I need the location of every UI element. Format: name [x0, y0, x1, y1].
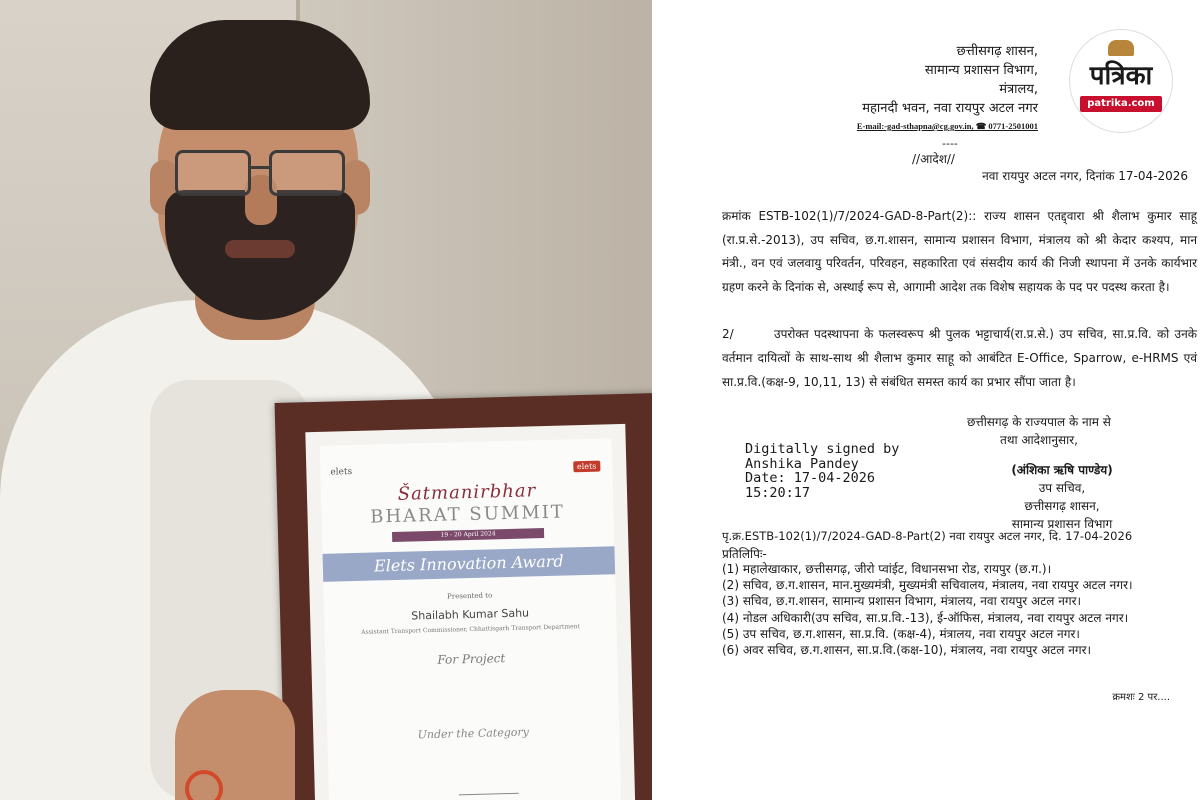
doc-paragraph-1: क्रमांक ESTB-102(1)/7/2024-GAD-8-Part(2):: राज्य शासन एतद्द्वारा श्री शैलाभ कुमार साहू (रा.प्र.से.-2013), उप सचिव, छ.ग.शासन, सामान्य प्रशासन विभाग, मंत्रालय को श्री केदार कश्यप, मान मंत्री., वन एवं जलवायु परिवर्तन, परिवहन, सहकारिता एवं संसदीय कार्य की निजी स्थापना में उनके कार्यभार ग्रहण करने के दिनांक से, अस्थाई रूप से, आगामी आदेश तक विशेष सहायक के पद पर पदस्थ करता है।	[722, 209, 1197, 294]
header-line: छत्तीसगढ़ शासन,	[956, 44, 1038, 59]
signer-name: (अंशिका ऋषि पाण्डेय)	[1011, 463, 1113, 477]
copy-item: (2) सचिव, छ.ग.शासन, मान.मुख्यमंत्री, मुख्यमंत्री सचिवालय, मंत्रालय, नवा रायपुर अटल नगर।	[722, 578, 1133, 593]
glasses-bridge	[248, 166, 270, 169]
doc-contact: E-mail:-gad-sthapna@cg.gov.in, ☎ 0771-2501001	[856, 121, 1038, 131]
logo-text: पत्रिका	[1089, 61, 1153, 91]
signer-line: उप सचिव,	[1038, 481, 1086, 495]
certificate	[320, 438, 622, 800]
dsig-line: Digitally signed by	[745, 441, 900, 457]
signer-line: सामान्य प्रशासन विभाग	[1011, 517, 1113, 531]
dsig-line: Anshika Pandey	[745, 455, 859, 472]
lion-emblem-icon	[1108, 40, 1134, 56]
cert-presented-to: Presented to	[447, 591, 493, 601]
doc-order-heading: //आदेश//	[912, 152, 955, 166]
dsig-line: Date: 17-04-2026	[745, 470, 876, 486]
eyeglasses	[175, 150, 345, 194]
header-line: सामान्य प्रशासन विभाग,	[924, 63, 1038, 78]
cert-summit-title: Šatmanirbhar	[397, 480, 537, 505]
governor-line: छत्तीसगढ़ के राज्यपाल के नाम से	[967, 415, 1111, 429]
doc-copy-list	[722, 561, 1192, 658]
doc-governor-line	[967, 413, 1111, 449]
copy-item: (1) महालेखाकार, छत्तीसगढ़, जीरो प्वांईट, विधानसभा रोड, रायपुर (छ.ग.)।	[722, 562, 1052, 576]
governor-line: तथा आदेशानुसार,	[999, 433, 1078, 447]
copy-item: (5) उप सचिव, छ.ग.शासन, सा.प्र.वि. (कक्ष-4), मंत्रालय, नवा रायपुर अटल नगर।	[722, 626, 1080, 641]
cert-for-project: For Project	[437, 651, 506, 667]
certificate-mat	[305, 424, 635, 800]
glasses-lens-right	[269, 150, 345, 196]
copy-item: (6) अवर सचिव, छ.ग.शासन, सा.प्र.वि.(कक्ष-10), मंत्रालय, नवा रायपुर अटल नगर।	[722, 643, 1092, 658]
copy-item: (4) नोडल अधिकारी(उप सचिव, सा.प्र.वि.-13), ई-ऑफिस, मंत्रालय, नवा रायपुर अटल नगर।	[722, 610, 1129, 625]
doc-date-line: नवा रायपुर अटल नगर, दिनांक 17-04-2026	[982, 169, 1188, 183]
doc-reference: पृ.क्र.ESTB-102(1)/7/2024-GAD-8-Part(2) नवा रायपुर अटल नगर, दि. 17-04-2026	[722, 529, 1133, 543]
person-mouth	[225, 240, 295, 258]
cert-brand-badge: elets	[573, 461, 601, 473]
signer-line: छत्तीसगढ़ शासन,	[1024, 499, 1100, 513]
cert-date: 19 - 20 April 2024	[392, 528, 544, 542]
patrika-logo	[1070, 30, 1172, 132]
cert-recipient: Shailabh Kumar Sahu	[411, 606, 530, 623]
cert-summit-subtitle: BHARAT SUMMIT	[369, 501, 566, 528]
dsig-line: 15:20:17	[745, 484, 811, 501]
certificate-frame	[275, 393, 652, 800]
signer-block	[992, 461, 1132, 533]
doc-header	[862, 42, 1038, 118]
copy-item: (3) सचिव, छ.ग.शासन, सामान्य प्रशासन विभाग, मंत्रालय, नवा रायपुर अटल नगर।	[722, 594, 1082, 609]
doc-paragraph-2	[722, 322, 1197, 394]
para2-text: उपरोक्त पदस्थापना के फलस्वरूप श्री पुलक भट्टाचार्य(रा.प्र.से.) उप सचिव, सा.प्र.वि. को उनके वर्तमान दायित्वों के साथ-साथ श्री शैलाभ कुमार साहू को आबंटित E-Office, Sparrow, e-HRMS एवं सा.प्र.वि.(कक्ष-9, 10,11, 13) से संबंधित समस्त कार्य का प्रभार सौंपा जाता है।	[722, 327, 1197, 389]
person-hair	[150, 20, 370, 130]
doc-copy-heading: प्रतिलिपिः-	[722, 547, 767, 561]
digital-signature	[745, 442, 899, 500]
cert-signature-line	[459, 793, 519, 796]
logo-domain: patrika.com	[1080, 96, 1162, 112]
para2-number: 2/	[722, 327, 734, 341]
doc-continued: क्रमशः 2 पर....	[1112, 692, 1170, 703]
cert-brand: elets	[330, 467, 353, 478]
cert-under-category: Under the Category	[417, 725, 530, 742]
bracelet	[185, 770, 223, 800]
cert-award-title: Elets Innovation Award	[323, 546, 616, 582]
doc-dashes: ----	[942, 137, 958, 150]
cert-designation: Assistant Transport Commissioner, Chhattisgarh Transport Department	[361, 623, 580, 636]
header-line: मंत्रालय,	[999, 82, 1038, 97]
header-line: महानदी भवन, नवा रायपुर अटल नगर	[862, 101, 1038, 116]
glasses-lens-left	[175, 150, 251, 196]
